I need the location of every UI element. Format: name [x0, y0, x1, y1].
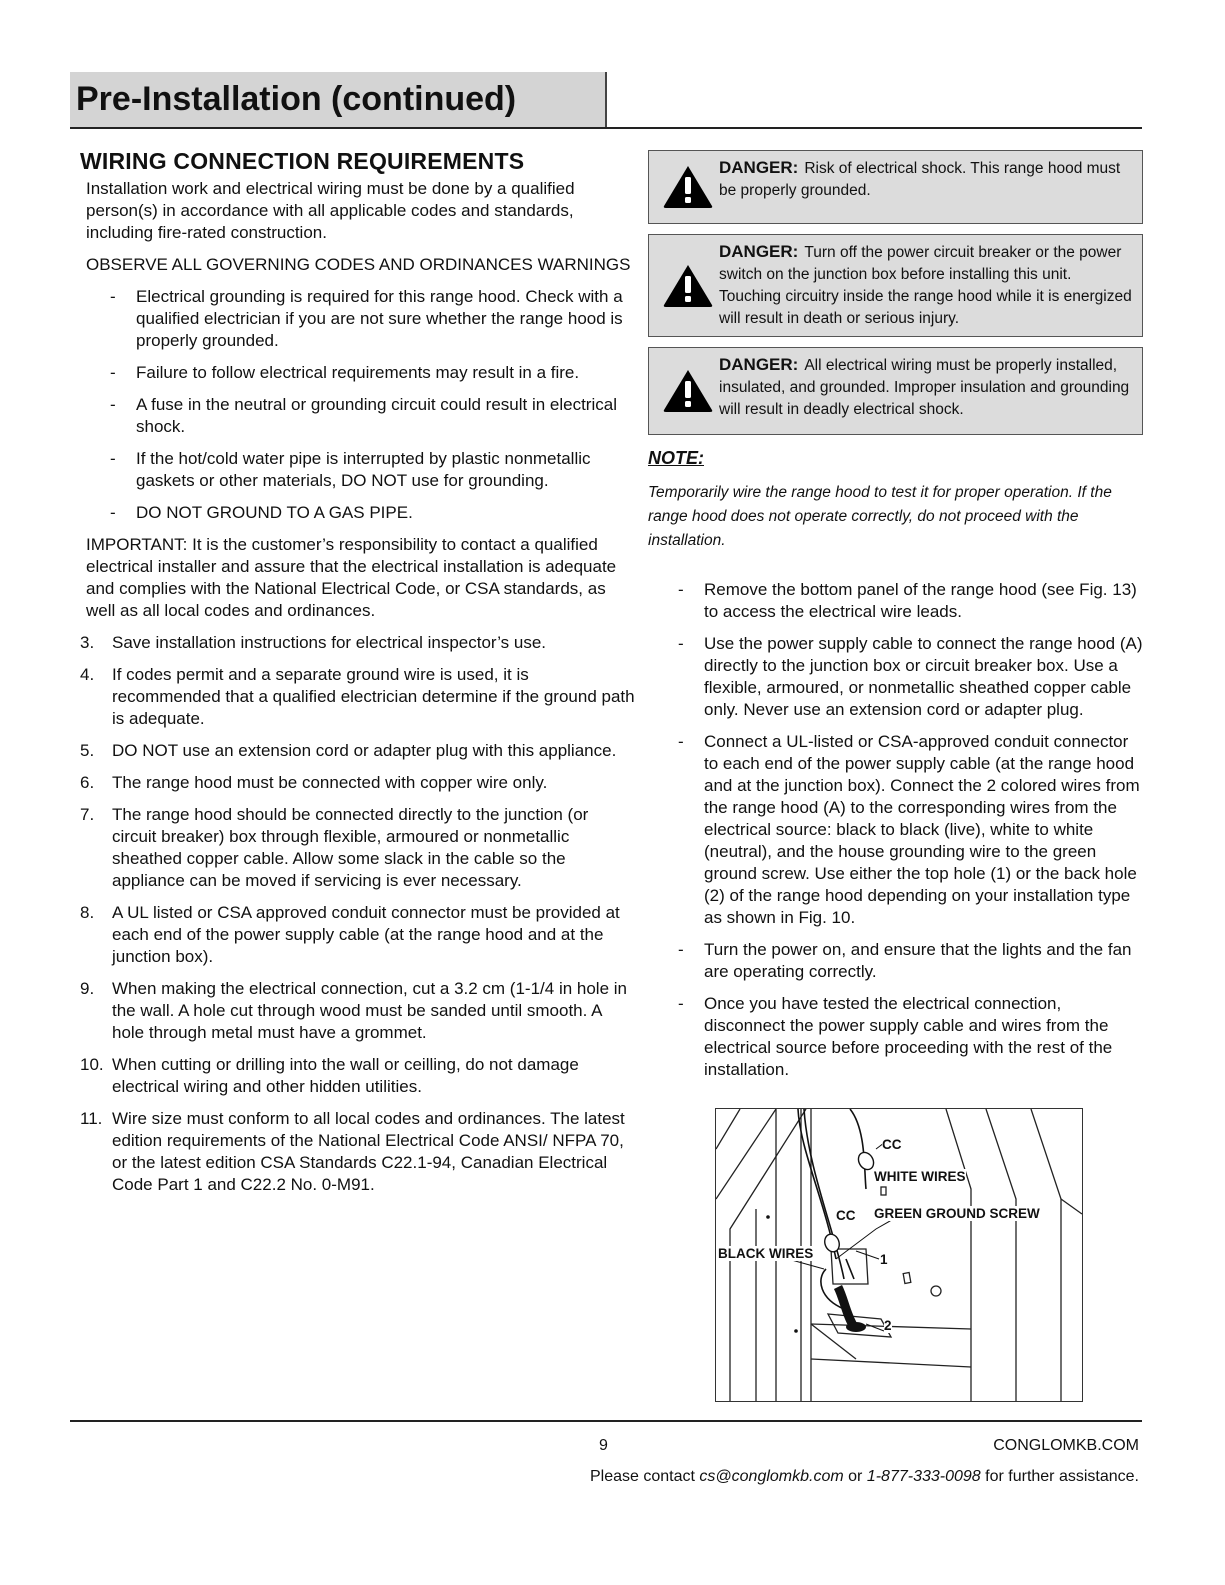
list-item: [80, 1108, 635, 1196]
list-item: [648, 579, 1143, 623]
warning-text: A fuse in the neutral or grounding circuit could result in electrical shock.: [136, 395, 617, 436]
list-item: [648, 939, 1143, 983]
step-text: Save installation instructions for electrical inspector’s use.: [112, 633, 547, 652]
warning-list: [80, 286, 635, 524]
cc-label-top: CC: [882, 1137, 902, 1152]
page-title: Pre-Installation (continued): [76, 80, 517, 118]
step-number: 7.: [80, 805, 95, 824]
step-text: When cutting or drilling into the wall or ceilling, do not damage electrical wiring and other hidden utilities.: [112, 1055, 579, 1096]
step-text: Connect a UL-listed or CSA-approved conduit connector to each end of the power supply cable (at the range hood and at the junction box). Connect the 2 colored wires from the range hood (A) to the corresponding wires from the electrical source: black to black (live), white to white (neutral), and the house grounding wire to the green ground screw. Use either the top hole (1) or the back hole (2) of the range hood depending on your installation type as shown in Fig. 10.: [704, 732, 1140, 927]
step-number: 10.: [80, 1055, 104, 1074]
footer-divider: [70, 1420, 1142, 1422]
warning-triangle-icon: [662, 262, 714, 308]
header-divider: [70, 127, 1142, 129]
email-link[interactable]: cs@conglomkb.com: [699, 1468, 844, 1485]
numbered-steps: [80, 632, 635, 1196]
danger-label: DANGER:: [719, 242, 799, 261]
list-item: [80, 286, 635, 352]
step-number: 11.: [80, 1109, 103, 1128]
dash-bullet: -: [678, 634, 684, 653]
list-item: [80, 902, 635, 968]
step-text: Turn the power on, and ensure that the lights and the fan are operating correctly.: [704, 940, 1132, 981]
warning-triangle-icon: [662, 367, 714, 413]
step-number: 9.: [80, 979, 95, 998]
danger-label: DANGER:: [719, 355, 799, 374]
note-title: NOTE:: [648, 448, 704, 468]
list-item: [80, 664, 635, 730]
danger-box: [648, 150, 1143, 224]
wiring-figure: [715, 1108, 1083, 1402]
dash-bullet: -: [110, 287, 116, 306]
list-item: [80, 740, 635, 762]
important-paragraph: IMPORTANT: It is the customer’s responsibility to contact a qualified electrical installer and assure that the electrical installation is adequate and complies with the National Electrical Code, or CSA standards, as well as all local codes and ordinances.: [86, 535, 617, 620]
list-item: [80, 362, 635, 384]
danger-text: All electrical wiring must be properly installed, insulated, and grounded. Improper insulation and grounding will result in deadly electrical shock.: [719, 357, 1130, 418]
contact-prefix: Please contact: [590, 1468, 700, 1485]
list-item: [80, 632, 635, 654]
page-number: 9: [599, 1437, 608, 1454]
list-item: [80, 1054, 635, 1098]
step-text: Once you have tested the electrical connection, disconnect the power supply cable and wires from the electrical source before proceeding with the rest of the installation.: [704, 994, 1113, 1079]
list-item: [80, 502, 635, 524]
warning-text: DO NOT GROUND TO A GAS PIPE.: [136, 503, 413, 522]
warning-text: If the hot/cold water pipe is interrupted by plastic nonmetallic gaskets or other materials, DO NOT use for grounding.: [136, 449, 591, 490]
step-number: 3.: [80, 633, 95, 652]
dash-bullet: -: [678, 940, 684, 959]
dash-bullet: -: [678, 732, 684, 751]
list-item: [648, 633, 1143, 721]
step-text: If codes permit and a separate ground wire is used, it is recommended that a qualified electrician determine if the ground path is adequate.: [112, 665, 635, 728]
list-item: [648, 993, 1143, 1081]
warning-text: Failure to follow electrical requirements may result in a fire.: [136, 363, 580, 382]
step-number: 6.: [80, 773, 95, 792]
step-text: The range hood must be connected with copper wire only.: [112, 773, 548, 792]
list-item: [648, 731, 1143, 929]
dash-bullet: -: [110, 395, 116, 414]
list-item: [80, 394, 635, 438]
black-wires-label: BLACK WIRES: [718, 1246, 814, 1261]
danger-box: [648, 347, 1143, 435]
section-title: WIRING CONNECTION REQUIREMENTS: [80, 148, 525, 174]
step-text: A UL listed or CSA approved conduit connector must be provided at each end of the power supply cable (at the range hood and at the junction box).: [112, 903, 620, 966]
note-text: Temporarily wire the range hood to test it for proper operation. If the range hood does not operate correctly, do not proceed with the installation.: [648, 484, 1112, 549]
step-text: Remove the bottom panel of the range hood (see Fig. 13) to access the electrical wire leads.: [704, 580, 1137, 621]
dash-bullet: -: [678, 580, 684, 599]
hole-2-label: 2: [884, 1318, 892, 1333]
list-item: [80, 448, 635, 492]
contact-suffix: for further assistance.: [980, 1468, 1139, 1485]
step-number: 5.: [80, 741, 95, 760]
step-text: When making the electrical connection, cut a 3.2 cm (1-1/4 in hole in the wall. A hole cut through wood must be sanded until smooth. A hole through metal must have a grommet.: [112, 979, 627, 1042]
dash-bullet: -: [110, 449, 116, 468]
white-wires-label: WHITE WIRES: [874, 1169, 966, 1184]
warning-text: Electrical grounding is required for this range hood. Check with a qualified electrician if you are not sure whether the range hood is properly grounded.: [136, 287, 623, 350]
list-item: [80, 772, 635, 794]
green-ground-screw-label: GREEN GROUND SCREW: [874, 1206, 1040, 1221]
step-number: 4.: [80, 665, 95, 684]
danger-text: Turn off the power circuit breaker or the power switch on the junction box before installing this unit. Touching circuitry inside the range hood while it is energized will result in death or serious injury.: [719, 244, 1132, 327]
dash-bullet: -: [678, 994, 684, 1013]
right-steps: [648, 579, 1143, 1081]
observe-heading: OBSERVE ALL GOVERNING CODES AND ORDINANCES WARNINGS: [86, 255, 631, 274]
contact-line: [590, 1468, 1139, 1486]
step-number: 8.: [80, 903, 95, 922]
dash-bullet: -: [110, 363, 116, 382]
dash-bullet: -: [110, 503, 116, 522]
step-text: Wire size must conform to all local codes and ordinances. The latest edition requirements of the National Electrical Code ANSI/ NFPA 70, or the latest edition CSA Standards C22.1-94, Canadian Electrical Code Part 1 and C22.2 No. 0-M91.: [112, 1109, 625, 1194]
danger-text: Risk of electrical shock. This range hood must be properly grounded.: [719, 160, 1121, 199]
cc-label-mid: CC: [836, 1208, 856, 1223]
step-text: Use the power supply cable to connect the range hood (A) directly to the junction box or circuit breaker box. Use a flexible, armoured, or nonmetallic sheathed copper cable only. Never use an extension cord or adapter plug.: [704, 634, 1143, 719]
danger-label: DANGER:: [719, 158, 799, 177]
warning-triangle-icon: [662, 163, 714, 209]
left-column: [80, 150, 635, 1206]
danger-box: [648, 234, 1143, 337]
website-link[interactable]: CONGLOMKB.COM: [993, 1437, 1139, 1454]
hole-1-label: 1: [880, 1252, 888, 1267]
step-text: DO NOT use an extension cord or adapter plug with this appliance.: [112, 741, 617, 760]
intro-paragraph: Installation work and electrical wiring must be done by a qualified person(s) in accordance with all applicable codes and standards, including fire-rated construction.: [86, 179, 575, 242]
list-item: [80, 978, 635, 1044]
list-item: [80, 804, 635, 892]
step-text: The range hood should be connected directly to the junction (or circuit breaker) box through flexible, armoured or nonmetallic sheathed copper cable. Allow some slack in the cable so the appliance can be moved if servicing is ever necessary.: [112, 805, 589, 890]
phone-link[interactable]: 1-877-333-0098: [866, 1468, 981, 1485]
contact-or: or: [843, 1468, 867, 1485]
right-column: [648, 150, 1143, 1091]
